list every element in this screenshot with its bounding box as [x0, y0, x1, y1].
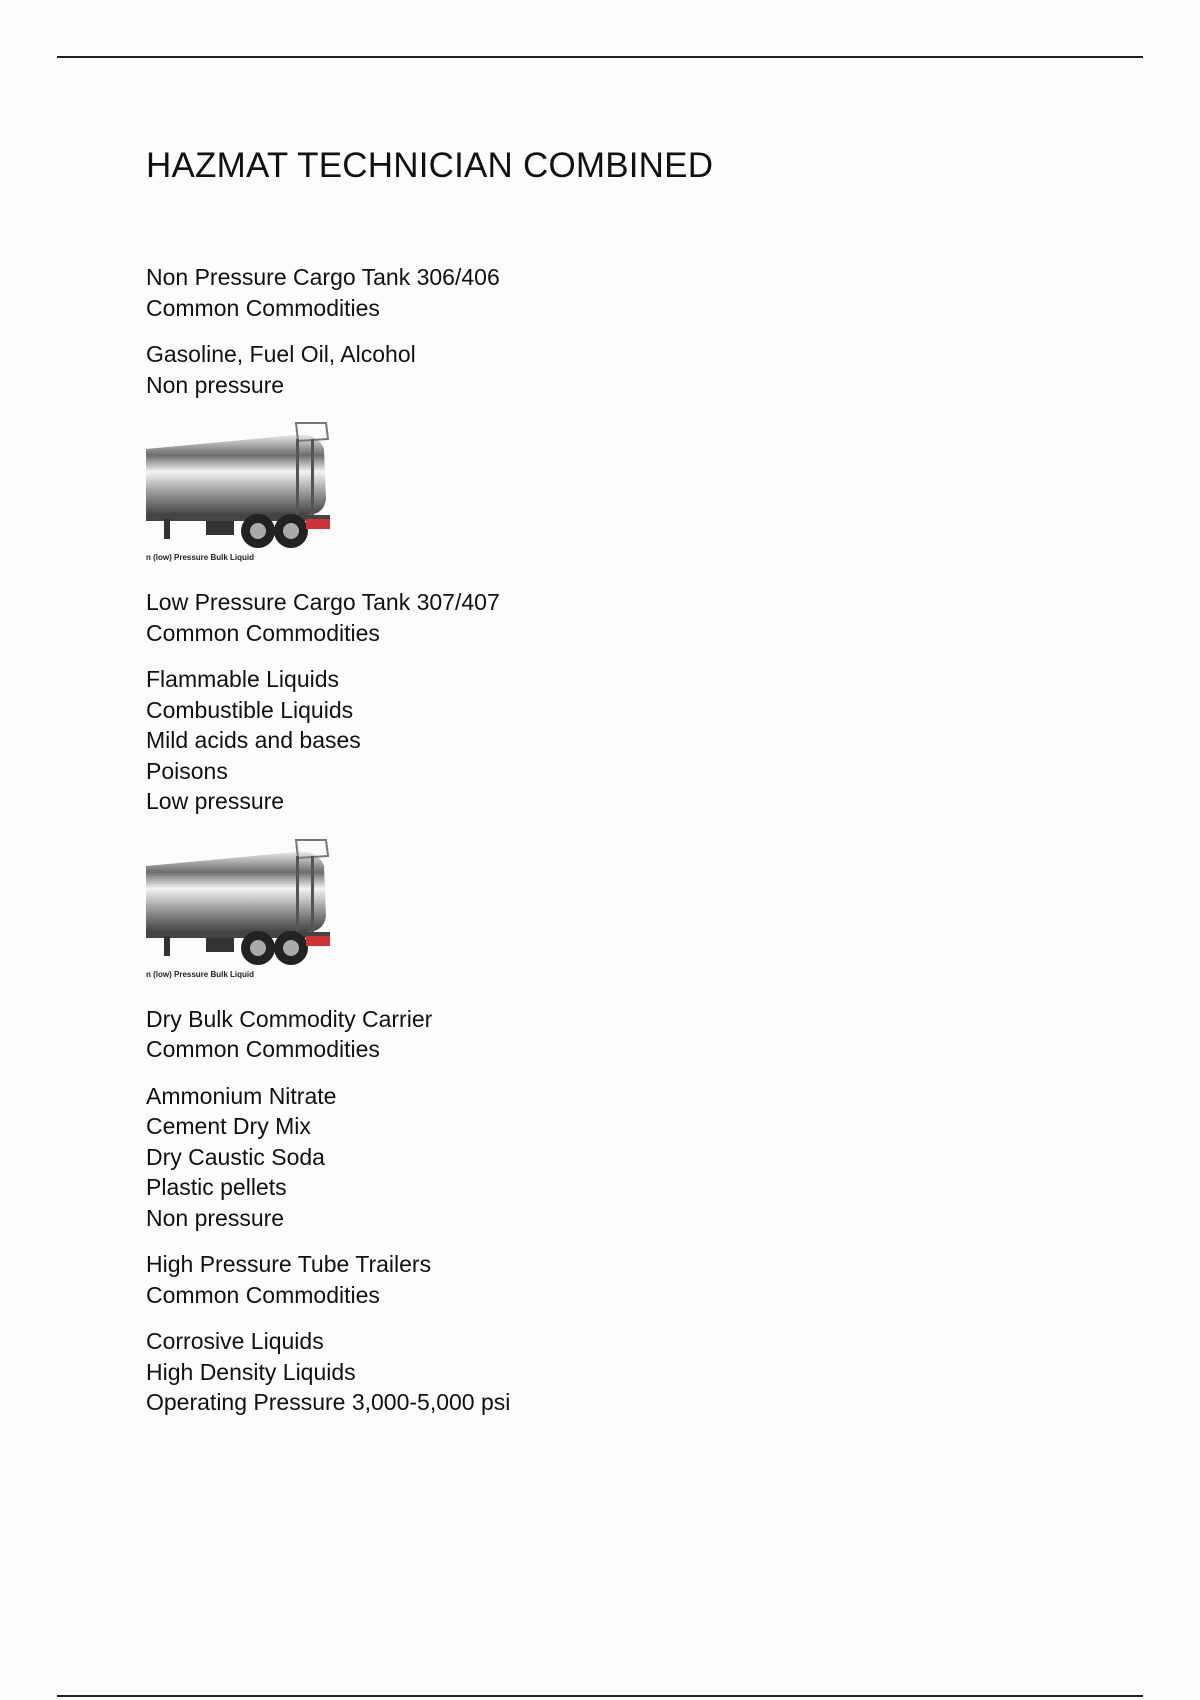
bottom-rule — [57, 1695, 1143, 1697]
list-item: Flammable Liquids — [146, 666, 340, 692]
section-heading: Non Pressure Cargo Tank 306/406 — [146, 264, 500, 290]
list-item: Corrosive Liquids — [146, 1328, 324, 1354]
list-item: Operating Pressure 3,000-5,000 psi — [146, 1389, 511, 1415]
page-content — [146, 140, 1046, 1418]
list-item: Combustible Liquids — [146, 696, 354, 723]
section-subheading: Common Commodities — [146, 294, 380, 321]
section-subheading: Common Commodities — [146, 1281, 380, 1308]
section-heading: Low Pressure Cargo Tank 307/407 — [146, 589, 500, 615]
tanker-trailer-image — [146, 836, 330, 979]
list-item: Ammonium Nitrate — [146, 1082, 337, 1109]
list-item: High Density Liquids — [146, 1358, 356, 1385]
list-item: Non pressure — [146, 371, 285, 398]
image-caption: n (low) Pressure Bulk Liquid — [146, 553, 255, 562]
section-heading: High Pressure Tube Trailers — [146, 1251, 432, 1277]
section-subheading: Common Commodities — [146, 619, 380, 646]
list-item: Mild acids and bases — [146, 727, 361, 753]
section-high-pressure-tube-trailers — [146, 1249, 1046, 1418]
page-title: HAZMAT TECHNICIAN COMBINED — [146, 146, 714, 185]
top-rule — [57, 56, 1143, 58]
list-item: Non pressure — [146, 1204, 285, 1231]
section-dry-bulk-carrier — [146, 1004, 1046, 1250]
section-subheading: Common Commodities — [146, 1036, 380, 1062]
tanker-trailer-image — [146, 419, 330, 562]
list-item: Cement Dry Mix — [146, 1113, 311, 1139]
list-item: Dry Caustic Soda — [146, 1143, 325, 1170]
list-item: Plastic pellets — [146, 1174, 287, 1200]
list-item: Poisons — [146, 757, 228, 784]
section-heading: Dry Bulk Commodity Carrier — [146, 1005, 433, 1032]
section-low-pressure-cargo-tank — [146, 587, 1046, 1004]
list-item: Low pressure — [146, 788, 285, 814]
image-caption: n (low) Pressure Bulk Liquid — [146, 969, 255, 979]
section-non-pressure-cargo-tank — [146, 262, 1046, 587]
list-item: Gasoline, Fuel Oil, Alcohol — [146, 341, 416, 367]
